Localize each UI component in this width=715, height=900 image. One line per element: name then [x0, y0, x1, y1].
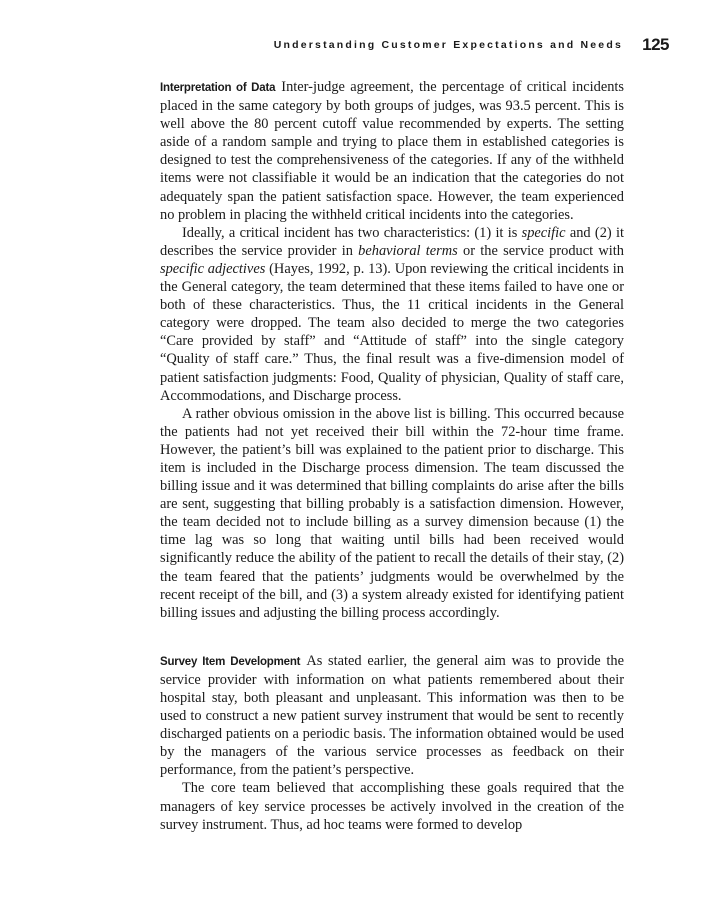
p2-text-d: (Hayes, 1992, p. 13). Upon reviewing the critical incidents in the General category, the team determined that these items failed to have one or both of these characteristics. Thus, the 11 critical incidents in the General category were dropped. The team also decided to merge the two categories “Care provided by staff” and “Attitude of staff” into the single category “Quality of staff care.” Thus, the final result was a five-dimension model of patient satisfaction judgments: Food, Quality of physician, Quality of staff care, Accommodations, and Discharge process. — [160, 260, 624, 404]
survey-paragraph-1 — [160, 652, 624, 780]
p2-emphasis-behavioral: behavioral terms — [358, 242, 458, 259]
page-number: 125 — [642, 35, 669, 54]
body-text — [160, 78, 624, 834]
interpretation-paragraph-1 — [160, 78, 624, 224]
interpretation-paragraph-3: A rather obvious omission in the above list is billing. This occurred because the patients had not yet received their bill within the 72-hour time frame. However, the patient’s bill was explained to the patient prior to discharge. This item is included in the Discharge process dimension. The team discussed the billing issue and it was determined that billing complaints do arise after the bills are sent, suggesting that billing probably is a satisfaction dimension. However, the team decided not to include billing as a survey dimension because (1) the time lag was so long that waiting until bills had been received would significantly reduce the ability of the patient to recall the details of their stay, (2) the team feared that the patients’ judgments would be overwhelmed by the recent receipt of the bill, and (3) a system already existed for identifying patient billing issues and adjusting the billing process accordingly. — [160, 405, 624, 621]
survey-heading: Survey Item Development — [160, 655, 301, 668]
p2-text-a: Ideally, a critical incident has two characteristics: (1) it is — [182, 224, 522, 241]
interpretation-p1-text: Inter-judge agreement, the percentage of critical incidents placed in the same category by both groups of judges, was 93.5 percent. This is well above the 80 percent cutoff value recommended by experts. The setting aside of a random sample and trying to place them in established categories is designed to test the comprehensiveness of the categories. If any of the withheld items were not classifiable it would be an indication that the categories do not adequately span the patient satisfaction space. However, the team experienced no problem in placing the withheld critical incidents into the categories. — [160, 79, 624, 223]
running-title: Understanding Customer Expectations and Needs — [273, 39, 623, 51]
p2-text-c: or the service product with — [457, 242, 624, 259]
survey-p1-text: As stated earlier, the general aim was to provide the service provider with information on what patients remembered about their hospital stay, both pleasant and unpleasant. This information was then to be used to construct a new patient survey instrument that would be sent to recently discharged patients on a periodic basis. The information obtained would be used by the managers of the various service processes as feedback on their performance, from the patient’s perspective. — [160, 652, 624, 779]
p2-emphasis-adjectives: specific adjectives — [160, 260, 266, 277]
p2-emphasis-specific: specific — [521, 224, 566, 241]
survey-paragraph-2: The core team believed that accomplishing these goals required that the managers of key service processes be actively involved in the creation of the survey instrument. Thus, ad hoc teams were formed to develop — [160, 780, 624, 833]
interpretation-paragraph-2 — [160, 224, 624, 405]
section-gap — [160, 622, 624, 652]
interpretation-heading: Interpretation of Data — [160, 82, 276, 94]
running-header — [160, 36, 669, 58]
p2-text-b: and (2) it describes the service provider in — [160, 224, 624, 259]
